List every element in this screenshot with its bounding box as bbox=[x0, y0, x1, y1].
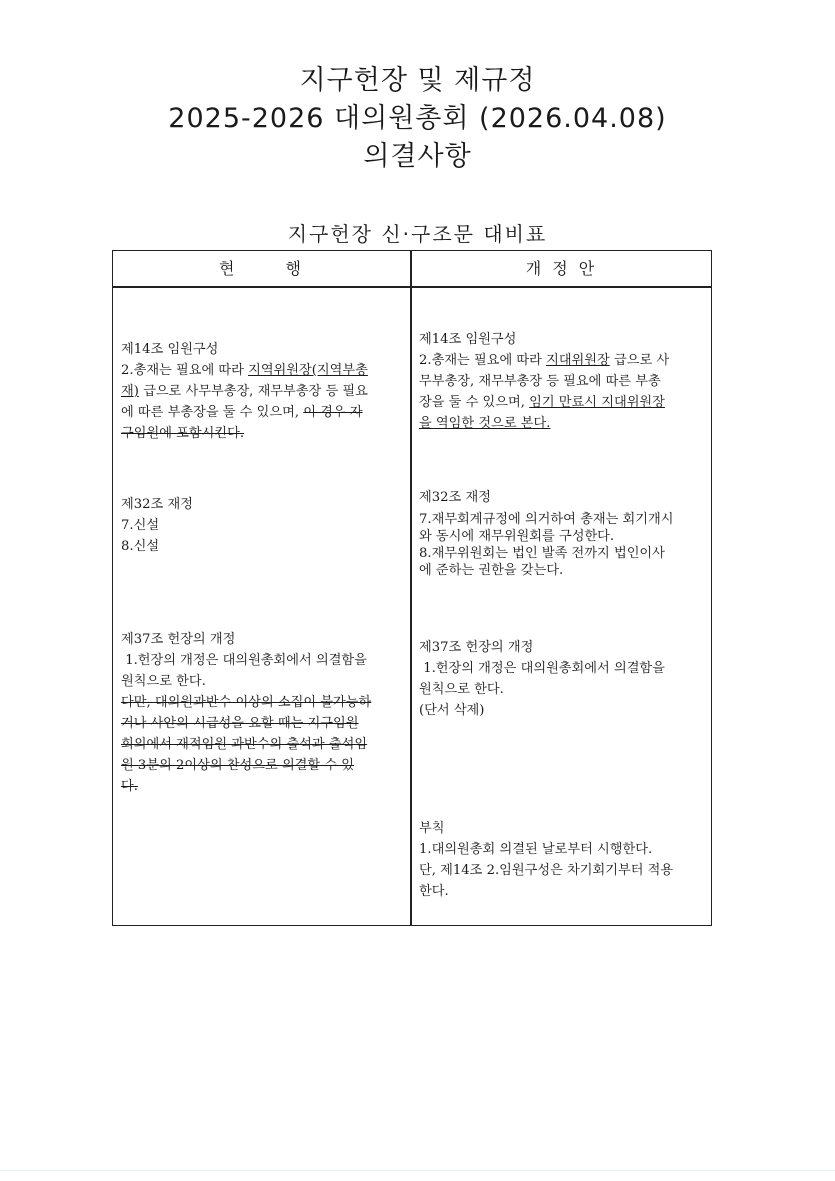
new-a14-underlined: 임기 만료시 지대위원장 bbox=[529, 395, 665, 410]
old-a14-deleted: 구임원에 포함시킨다. bbox=[121, 426, 245, 441]
old-article-32 bbox=[121, 494, 405, 557]
page-bottom-rule bbox=[0, 1170, 835, 1171]
suppl-item1: 1.대의원총회 의결된 날로부터 시행한다. bbox=[419, 842, 653, 857]
old-a37-deleted: 원 3분의 2이상의 찬성으로 의결할 수 있 bbox=[121, 758, 355, 773]
old-a32-item7: 7.신설 bbox=[121, 518, 160, 533]
new-a14-text: 급으로 사 bbox=[609, 353, 670, 368]
new-article-14 bbox=[419, 329, 707, 434]
new-a32-item7: 7.재무회계규정에 의거하여 총재는 회기개시 bbox=[419, 512, 674, 527]
header-current: 현 행 bbox=[219, 259, 304, 278]
old-a37-text: 원칙으로 한다. bbox=[121, 674, 206, 689]
old-a32-title: 제32조 재정 bbox=[121, 497, 193, 512]
old-a37-deleted: 거나 사안의 시급성을 요할 때는 지구임원 bbox=[121, 716, 359, 731]
old-a37-text: 1.헌장의 개정은 대의원총회에서 의결함을 bbox=[121, 653, 367, 668]
supplementary-provisions bbox=[419, 818, 707, 902]
new-a37-title: 제37조 헌장의 개정 bbox=[419, 640, 534, 655]
new-a32-title: 제32조 재정 bbox=[419, 490, 491, 505]
new-a32-item8: 에 준하는 권한을 갖는다. bbox=[419, 563, 564, 578]
document-title-line1: 지구헌장 및 제규정 bbox=[299, 65, 536, 96]
new-a32-item7: 와 동시에 재무위원회를 구성한다. bbox=[419, 529, 615, 544]
new-a14-title: 제14조 임원구성 bbox=[419, 332, 517, 347]
new-article-32 bbox=[419, 487, 707, 579]
old-a37-deleted: 다만, 대의원과반수 이상의 소집이 불가능하 bbox=[121, 695, 372, 710]
old-a14-text: 급으로 사무부총장, 재무부총장 등 필요 bbox=[138, 384, 368, 399]
suppl-item2: 단, 제14조 2.임원구성은 차기회기부터 적용 bbox=[419, 863, 674, 878]
new-a14-underlined: 지대위원장 bbox=[546, 353, 610, 368]
new-a14-text: 2.총재는 필요에 따라 bbox=[419, 353, 547, 368]
suppl-title: 부칙 bbox=[419, 821, 445, 836]
old-a14-title: 제14조 임원구성 bbox=[121, 342, 219, 357]
new-a37-text: 원칙으로 한다. bbox=[419, 682, 504, 697]
old-a14-text: 2.총재는 필요에 따라 bbox=[121, 363, 249, 378]
old-article-37 bbox=[121, 629, 405, 797]
new-a37-note: (단서 삭제) bbox=[419, 703, 485, 718]
old-a14-underlined: 재) bbox=[121, 384, 139, 399]
header-divider bbox=[113, 286, 711, 288]
old-a37-deleted: 다. bbox=[121, 779, 138, 794]
suppl-item2: 한다. bbox=[419, 884, 449, 899]
new-article-37 bbox=[419, 637, 707, 721]
document-title-line3: 의결사항 bbox=[363, 141, 472, 172]
old-a37-title: 제37조 헌장의 개정 bbox=[121, 632, 236, 647]
new-a32-item8: 8.재무위원회는 법인 발족 전까지 법인이사 bbox=[419, 546, 665, 561]
header-proposed: 개 정 안 bbox=[525, 259, 598, 278]
new-a14-underlined: 을 역임한 것으로 본다. bbox=[419, 416, 551, 431]
old-a37-deleted: 회의에서 재적임원 과반수의 출석과 출석임 bbox=[121, 737, 368, 752]
new-a37-text: 1.헌장의 개정은 대의원총회에서 의결함을 bbox=[419, 661, 665, 676]
old-a14-deleted: 이 경우 자 bbox=[303, 405, 363, 420]
old-a14-text: 에 따른 부총장을 둘 수 있으며, bbox=[121, 405, 304, 420]
comparison-table bbox=[112, 250, 712, 926]
document-title-line2: 2025-2026 대의원총회 (2026.04.08) bbox=[168, 103, 667, 134]
table-subtitle: 지구헌장 신·구조문 대비표 bbox=[287, 222, 548, 246]
new-a14-text: 무부총장, 재무부총장 등 필요에 따른 부총 bbox=[419, 374, 661, 389]
old-a14-underlined: 지역위원장(지역부총 bbox=[248, 363, 368, 378]
new-a14-text: 장을 둘 수 있으며, bbox=[419, 395, 530, 410]
old-article-14 bbox=[121, 339, 405, 444]
column-divider bbox=[410, 251, 412, 925]
old-a32-item8: 8.신설 bbox=[121, 539, 160, 554]
